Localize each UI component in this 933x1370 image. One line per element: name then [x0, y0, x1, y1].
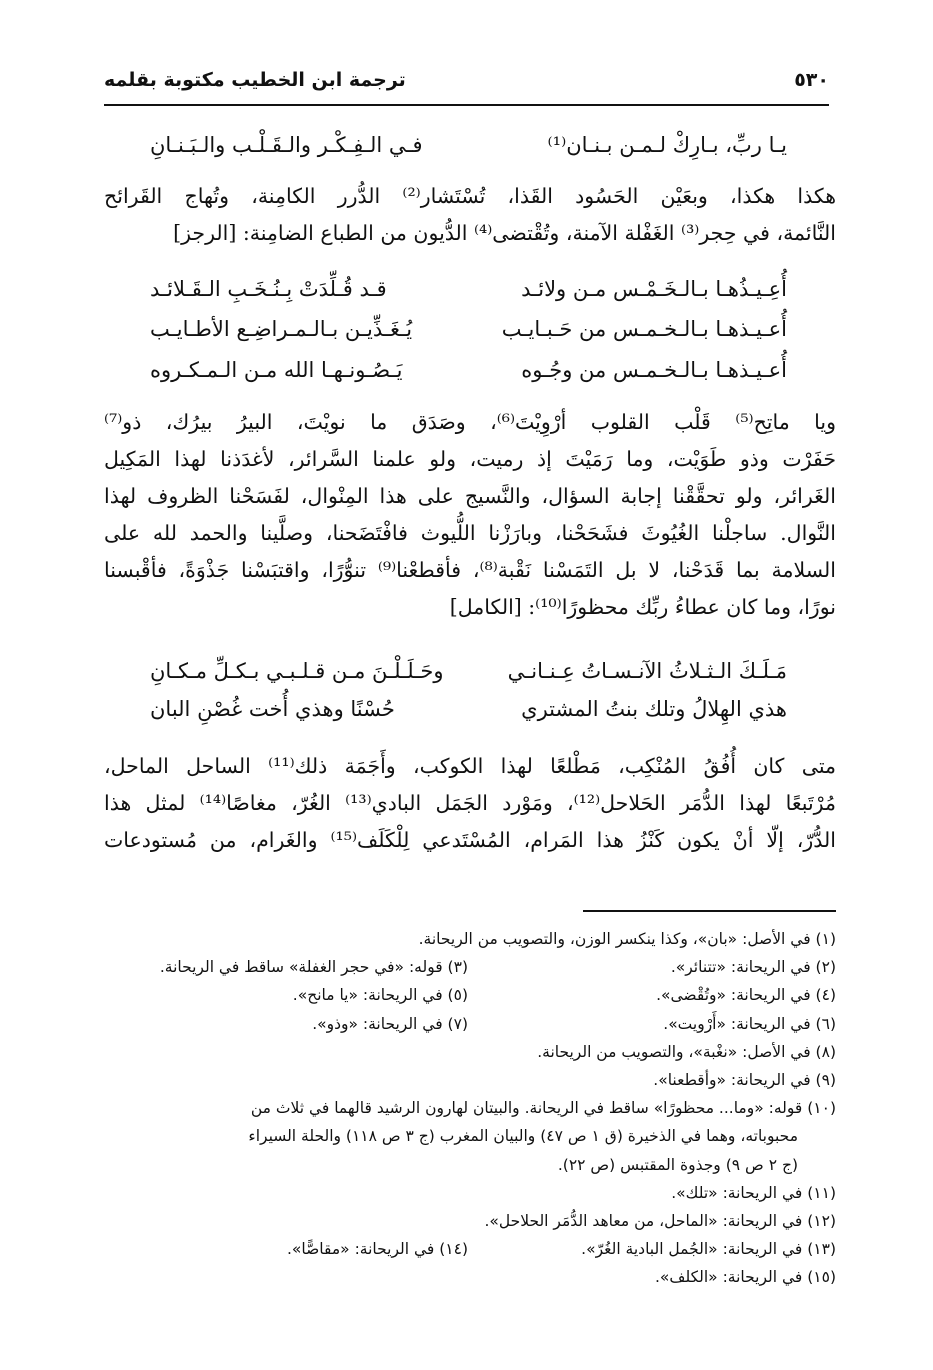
footnote: (١٠) قوله: «وما... محظورًا» ساقط في الريحانة. والبيتان لهارون الرشيد قالهما في ثلاث من	[250, 1099, 836, 1118]
paragraph-line: حَفَرْت وذو طَوَيْت، وما رَمَيْتَ إذ رميت، ولو علمنا السَّرائر، لأغدَذنا لهذا المَكِيل	[104, 447, 836, 471]
footnote: (١٥) في الريحانة: «الكلف».	[654, 1268, 836, 1287]
footnote: (١٤) في الريحانة: «مقاصًّا».	[287, 1240, 468, 1259]
footnote: (٢) في الريحانة: «تتنائر».	[670, 958, 836, 977]
paragraph-line: النَّائمة، في حِجر⁽³⁾ الغَفْلة الآمنة، وتُقْتضى⁽⁴⁾ الدُّيون من الطباع الضامِنة: [الرجز]	[173, 221, 836, 245]
paragraph-line: نورًا، وما كان عطاءُ ربِّك محظورًا⁽¹⁰⁾: [الكامل]	[449, 595, 836, 619]
footnote: (٩) في الريحانة: «وأقطعنا».	[653, 1071, 836, 1090]
footnote-continuation: محبوباته، وهما في الذخيرة (ق ١ ص ٤٧) والبيان المغرب (ج ٣ ص ١١٨) والحلة السيراء	[248, 1127, 798, 1146]
verse-second-hemistich: قـد قُـلِّدَتْ بِـنُـخَـبِ الـقَـلائـد	[150, 277, 387, 301]
footnote: (٤) في الريحانة: «وتُقْضى».	[656, 986, 836, 1005]
verse-line	[150, 692, 787, 726]
footnote: (٣) قوله: «في حجر الغفلة» ساقط في الريحانة.	[159, 958, 468, 977]
paragraph-line: ويا ماتِح⁽⁵⁾ قَلْب القلوب أرْوِيْتَ⁽⁶⁾، وصَدَق ما نويْتَ، البيرُ بيرُك، ذو⁽⁷⁾	[104, 410, 836, 434]
verse-second-hemistich: يُـغَـذِّيـن بـالـمـراضِـع الأطـايـب	[150, 317, 413, 341]
footnote: (٨) في الأصل: «نغْبة»، والتصويب من الريحانة.	[537, 1042, 836, 1061]
verse-first-hemistich: مَـلَـكَ الـثـلاثُ الآنـسـاتُ عِـنـانـي	[507, 659, 787, 683]
verse-first-hemistich: هذي الهِلالُ وتلك بنتُ المشتري	[521, 697, 787, 721]
footnote: (١) في الأصل: «بان»، وكذا ينكسر الوزن، والتصويب من الريحانة.	[418, 930, 836, 948]
verse-first-hemistich: أُعـيـذهـا بـالـخـمـس من وجُـوه	[521, 358, 787, 382]
footnote: (٦) في الريحانة: «أَرْويت».	[663, 1014, 836, 1033]
verse-second-hemistich: فـي الـفِـكْـر والـقَـلْـب والـبَـنـانِ	[150, 133, 423, 157]
paragraph-line: متى كان أُفُقُ المُنْكِب، مَطْلعًا لهذا الكوكب، وأَجَمَة ذلك⁽¹¹⁾ الساحل الماحل،	[104, 754, 836, 778]
verse-first-hemistich: أُعِـيـذُهـا بـالـخَـمْـس مـن ولائـد	[521, 277, 787, 301]
running-title: ترجمة ابن الخطيب مكتوبة بقلمه	[104, 69, 406, 91]
header-divider	[104, 104, 829, 106]
paragraph-line: الغَرائر، ولو تحقَّقْنا إجابة السؤال، والنَّسيج على هذا المِنْوال، لفَسَحْنا الظروف لهذا	[104, 484, 836, 508]
verse-first-hemistich: أُعـيـذهـا بـالـخـمـس من حَـبـايـب	[501, 317, 787, 341]
paragraph-line: مُرْتَبعًا لهذا الدُّمَر الحَلاحل⁽¹²⁾، ومَوْرد الجَمَل البادي⁽¹³⁾ الغُرّ، مغاصًا⁽¹⁴⁾ لمثل هذا	[104, 791, 836, 815]
footnote: (١٣) في الريحانة: «الجُمل البادية الغُرّ».	[581, 1240, 836, 1259]
verse-second-hemistich: وحَـلَـلْـنَ مـن قـلـبـي بـكـلِّ مـكـانِ	[150, 659, 444, 683]
footnote: (١٢) في الريحانة: «الماحل، من معاهد الدُّمَر الحلاحل».	[484, 1212, 836, 1231]
paragraph-line: الدُّرّ، إلّا أنْ يكون كَنْزُ هذا المَرام، المُسْتَدعي لِلْكَلَف⁽¹⁵⁾ والغَرام، من مُستودعات	[104, 828, 836, 852]
paragraph-line: النَّوال. ساجلْنا الغُيُوثَ فشَحَحْنا، وبارَزْنا اللُّيوث فافْتَضَحنا، وصلَّينا والحمد لله على	[104, 521, 836, 545]
footnote: (٧) في الريحانة: «وذو».	[312, 1014, 468, 1033]
verse-line	[150, 654, 787, 688]
paragraph	[104, 404, 836, 626]
paragraph-line: هكذا هكذا، وبعَيْن الحَسُود القَذا، تُسْتَشار⁽²⁾ الدُّرر الكامِنة، وتُهاج القَرائح	[104, 184, 837, 208]
verse-second-hemistich: يَـصُـونـهـا الله مـن الـمـكـروه	[150, 358, 403, 382]
verse-line	[150, 312, 787, 346]
footnote: (١١) في الريحانة: «تلك».	[671, 1183, 836, 1202]
page-header	[104, 62, 829, 98]
paragraph	[104, 748, 836, 859]
verse-first-hemistich: يـا ربِّ، بـارِكْ لـمـن بـنـان⁽¹⁾	[547, 133, 787, 157]
verse-line	[150, 128, 787, 162]
footnotes	[100, 925, 836, 1292]
page-number: ٥٣٠	[794, 69, 829, 91]
verse-line	[150, 272, 787, 306]
footnote: (٥) في الريحانة: «يا مانح».	[292, 986, 468, 1005]
verse-line	[150, 353, 787, 387]
paragraph	[104, 178, 836, 252]
paragraph-line: السلامة بما قَدَحْنا، لا بل التَمَسْنا نَقْبة⁽⁸⁾، فأقطعْنا⁽⁹⁾ تنوُّرًا، واقتبَسْنا جَذْوَةً، فأقْبسنا	[104, 558, 836, 582]
footnote-continuation: (ج ٢ ص ٩) وجذوة المقتبس (ص ٢٢).	[557, 1155, 798, 1174]
footnote-divider	[583, 910, 836, 912]
verse-second-hemistich: حُسْنًا وهذي أُخت غُصْنِ البان	[150, 697, 395, 721]
